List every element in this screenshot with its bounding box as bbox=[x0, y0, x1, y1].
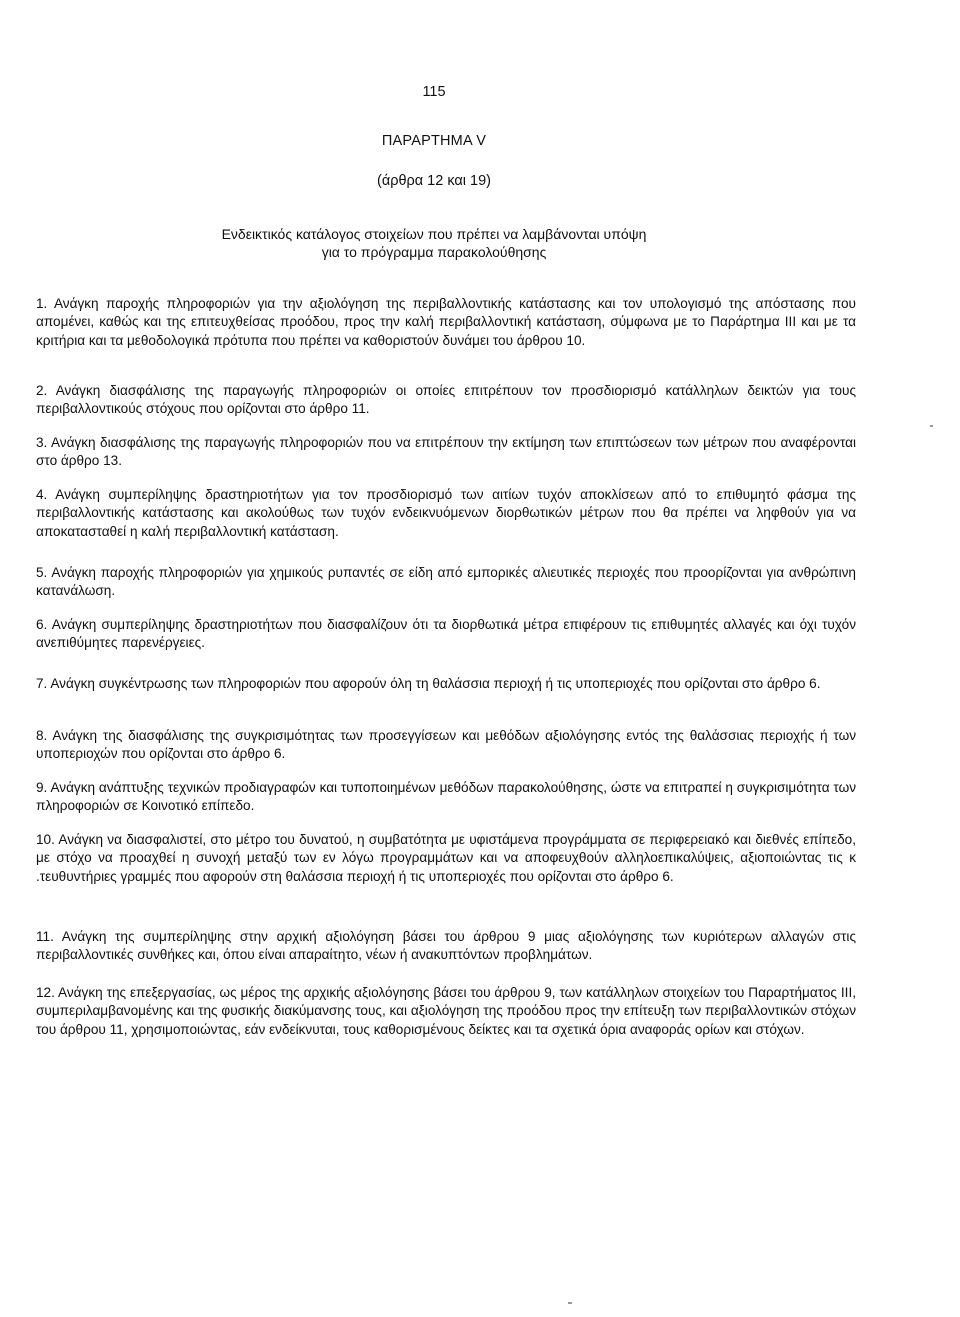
list-item: 8. Ανάγκη της διασφάλισης της συγκρισιμότητας των προσεγγίσεων και μεθόδων αξιολόγησης εντός της θαλάσσιας περιοχής ή των υποπεριοχών που ορίζονται στο άρθρο 6. bbox=[36, 728, 856, 762]
list-item: 9. Ανάγκη ανάπτυξης τεχνικών προδιαγραφών και τυποποιημένων μεθόδων παρακολούθησης, ώστε να επιτραπεί η συγκρισιμότητα των πληροφοριών σε Κοινοτικό επίπεδο. bbox=[36, 780, 856, 814]
annex-title: ΠΑΡΑΡΤΗΜΑ V bbox=[381, 133, 487, 149]
subtitle-line-1: Ενδεικτικός κατάλογος στοιχείων που πρέπει να λαμβάνονται υπόψη bbox=[221, 226, 647, 242]
subtitle-line-2: για το πρόγραμμα παρακολούθησης bbox=[321, 244, 547, 260]
page-number: 115 bbox=[422, 84, 446, 100]
list-item: 2. Ανάγκη διασφάλισης της παραγωγής πληροφοριών οι οποίες επιτρέπουν τον προσδιορισμό κατάλληλων δεικτών για τους περιβαλλοντικούς στόχους που ορίζονται στο άρθρο 11. bbox=[36, 383, 856, 417]
scan-speck bbox=[930, 425, 933, 427]
list-item: 6. Ανάγκη συμπερίληψης δραστηριοτήτων που διασφαλίζουν ότι τα διορθωτικά μέτρα επιφέρουν τις επιθυμητές αλλαγές και όχι τυχόν ανεπιθύμητες παρενέργειες. bbox=[36, 617, 856, 651]
list-item: 5. Ανάγκη παροχής πληροφοριών για χημικούς ρυπαντές σε είδη από εμπορικές αλιευτικές περιοχές που προορίζονται για ανθρώπινη κατανάλωση. bbox=[36, 565, 856, 599]
annex-articles: (άρθρα 12 και 19) bbox=[376, 173, 491, 189]
list-item: 7. Ανάγκη συγκέντρωσης των πληροφοριών που αφορούν όλη τη θαλάσσια περιοχή ή τις υποπεριοχές που ορίζονται στο άρθρο 6. bbox=[36, 676, 821, 691]
list-item: 4. Ανάγκη συμπερίληψης δραστηριοτήτων για τον προσδιορισμό των αιτίων τυχόν αποκλίσεων από το επιθυμητό φάσμα της περιβαλλοντικής κατάστασης και ακολούθως των τυχόν ενδεικνυόμενων διορθωτικών μέτρων που θα πρέπει να ληφθούν για να αποκατασταθεί η καλή περιβαλλοντική κατάσταση. bbox=[36, 487, 856, 539]
scan-speck bbox=[568, 1302, 572, 1304]
list-item: 12. Ανάγκη της επεξεργασίας, ως μέρος της αρχικής αξιολόγησης βάσει του άρθρου 9, των κατάλληλων στοιχείων του Παραρτήματος III, συμπεριλαμβανομένης και της φυσικής διακύμανσης τους, και αξιολόγηση της προόδου προς την επίτευξη των περιβαλλοντικών στόχων του άρθρου 11, χρησιμοποιώντας, εάν ενδείκνυται, τους καθορισμένους δείκτες και τα σχετικά όρια αναφοράς ορίων και στόχων. bbox=[36, 985, 856, 1037]
list-item: 3. Ανάγκη διασφάλισης της παραγωγής πληροφοριών που να επιτρέπουν την εκτίμηση των επιπτώσεων των μέτρων που αναφέρονται στο άρθρο 13. bbox=[36, 435, 856, 469]
list-item: 1. Ανάγκη παροχής πληροφοριών για την αξιολόγηση της περιβαλλοντικής κατάστασης και τον υπολογισμό της απόστασης που απομένει, καθώς και της επιτευχθείσας προόδου, προς την καλή περιβαλλοντική κατάσταση, σύμφωνα με το Παράρτημα III και με τα κριτήρια και τα μεθοδολογικά πρότυπα που πρέπει να καθοριστούν δυνάμει του άρθρου 10. bbox=[36, 296, 856, 348]
list-item: 11. Ανάγκη της συμπερίληψης στην αρχική αξιολόγηση βάσει του άρθρου 9 μιας αξιολόγησης των κυριότερων αλλαγών στις περιβαλλοντικές συνθήκες και, όπου είναι απαραίτητο, νέων ή ανακυπτόντων προβλημάτων. bbox=[36, 929, 856, 963]
list-item: 10. Ανάγκη να διασφαλιστεί, στο μέτρο του δυνατού, η συμβατότητα με υφιστάμενα προγράμματα σε περιφερειακό και διεθνές επίπεδο, με στόχο να προαχθεί η συνοχή μεταξύ των εν λόγω προγραμμάτων και να αποφευχθούν αλληλοεπικαλύψεις, αξιοποιώντας τις κ .τευθυντήριες γραμμές που αφορούν στη θαλάσσια περιοχή ή τις υποπεριοχές που ορίζονται στο άρθρο 6. bbox=[36, 832, 856, 884]
subtitle bbox=[0, 225, 868, 261]
